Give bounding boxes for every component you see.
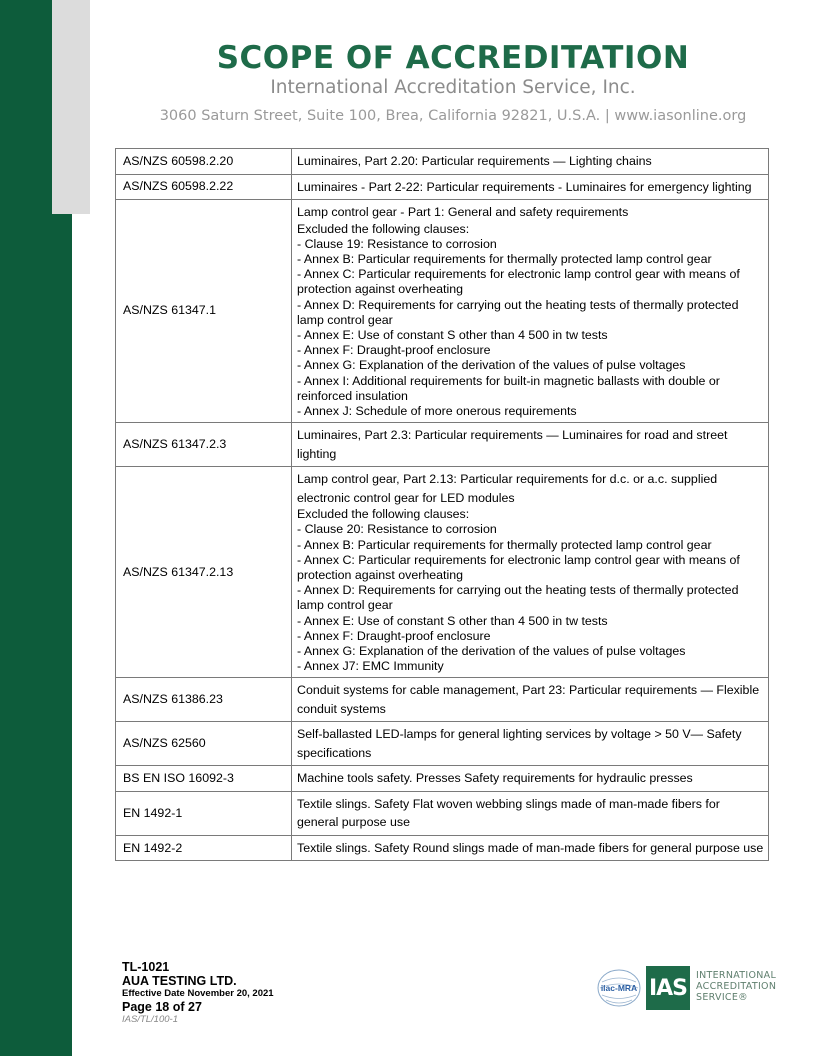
standard-code-cell: AS/NZS 61347.1 [116, 200, 292, 423]
standard-title: Luminaires - Part 2-22: Particular requirements - Luminaires for emergency lighting [297, 179, 752, 194]
exclusion-line: - Annex J7: EMC Immunity [297, 659, 444, 674]
table-row [116, 149, 769, 175]
ilac-mra-logo [596, 968, 642, 1008]
standard-description-cell [292, 678, 769, 722]
scope-table [115, 148, 769, 861]
table-row [116, 678, 769, 722]
standard-title: Textile slings. Safety Flat woven webbing slings made of man-made fibers for general purpose use [297, 796, 720, 830]
exclusion-line: - Annex B: Particular requirements for thermally protected lamp control gear [297, 537, 712, 552]
standard-code-cell: AS/NZS 61347.2.3 [116, 423, 292, 467]
exclusion-line: - Annex E: Use of constant S other than 4 500 in tw tests [297, 327, 608, 342]
standard-title: Lamp control gear, Part 2.13: Particular requirements for d.c. or a.c. supplied electronic control gear for LED modules [297, 472, 718, 505]
table-row [116, 467, 769, 678]
footer-certificate-code: TL-1021 [122, 960, 170, 974]
footer-company-name: AUA TESTING LTD. [122, 974, 237, 988]
exclusion-line: - Annex C: Particular requirements for electronic lamp control gear with means of protection against overheating [297, 552, 740, 582]
standard-code-cell: AS/NZS 60598.2.22 [116, 174, 292, 200]
table-row [116, 200, 769, 423]
standard-code-cell: EN 1492-2 [116, 835, 292, 861]
standard-description-cell [292, 835, 769, 861]
standard-code-cell: AS/NZS 61386.23 [116, 678, 292, 722]
standard-description-cell [292, 174, 769, 200]
standard-title: Machine tools safety. Presses Safety requirements for hydraulic presses [297, 771, 693, 786]
standard-description-cell [292, 149, 769, 175]
standard-title: Lamp control gear - Part 1: General and safety requirements [297, 205, 629, 219]
table-row [116, 722, 769, 766]
table-row [116, 835, 769, 861]
standard-description-cell [292, 766, 769, 792]
exclusion-line: - Annex J: Schedule of more onerous requirements [297, 403, 577, 418]
accreditation-logos [594, 964, 777, 1014]
exclusion-line: - Annex C: Particular requirements for electronic lamp control gear with means of protection against overheating [297, 267, 740, 297]
exclusion-line: - Annex D: Requirements for carrying out the heating tests of thermally protected lamp control gear [297, 583, 739, 613]
footer-page-number: Page 18 of 27 [122, 1000, 202, 1014]
ilac-mra-text: ilac-MRA [600, 983, 638, 993]
table-row [116, 174, 769, 200]
organization-name: International Accreditation Service, Inc. [270, 77, 636, 98]
footer-effective-date: Effective Date November 20, 2021 [122, 988, 274, 999]
standard-description-cell [292, 722, 769, 766]
exclusion-line: - Annex B: Particular requirements for thermally protected lamp control gear [297, 251, 712, 266]
ias-logo-mark: IAS [646, 966, 690, 1010]
exclusion-line: - Clause 19: Resistance to corrosion [297, 236, 497, 251]
standard-title: Luminaires, Part 2.3: Particular requirements — Luminaires for road and street lighting [297, 428, 728, 461]
standard-code-cell: AS/NZS 61347.2.13 [116, 467, 292, 678]
scope-table-body [116, 149, 769, 861]
sidebar-gray-tab [52, 0, 90, 214]
standard-description-cell [292, 791, 769, 835]
exclusion-line: Excluded the following clauses: [297, 507, 470, 522]
standard-description-cell [292, 200, 769, 423]
standard-code-cell: AS/NZS 60598.2.20 [116, 149, 292, 175]
standard-code-cell: EN 1492-1 [116, 791, 292, 835]
standard-description-cell [292, 423, 769, 467]
exclusion-line: - Annex F: Draught-proof enclosure [297, 628, 491, 643]
table-row [116, 766, 769, 792]
ias-wordmark-line: INTERNATIONAL [696, 970, 777, 981]
ias-wordmark-line: ACCREDITATION [696, 981, 777, 992]
exclusion-line: - Annex G: Explanation of the derivation of the values of pulse voltages [297, 643, 686, 658]
exclusion-line: Excluded the following clauses: [297, 221, 470, 236]
document-footer [122, 960, 274, 1026]
standard-title: Luminaires, Part 2.20: Particular requirements — Lighting chains [297, 154, 652, 168]
standard-title: Textile slings. Safety Round slings made of man-made fibers for general purpose use [297, 840, 764, 855]
exclusion-line: - Annex E: Use of constant S other than 4 500 in tw tests [297, 613, 608, 628]
standard-title: Self-ballasted LED-lamps for general lighting services by voltage > 50 V— Safety specifications [297, 727, 742, 760]
exclusion-line: - Annex F: Draught-proof enclosure [297, 343, 491, 358]
exclusion-line: - Annex I: Additional requirements for built-in magnetic ballasts with double or reinforced insulation [297, 373, 720, 403]
exclusion-line: - Annex D: Requirements for carrying out the heating tests of thermally protected lamp control gear [297, 297, 739, 327]
table-row [116, 791, 769, 835]
document-header [90, 38, 816, 127]
standard-title: Conduit systems for cable management, Part 23: Particular requirements — Flexible conduit systems [297, 683, 760, 716]
ias-logo-wordmark [696, 970, 776, 1003]
page-title: SCOPE OF ACCREDITATION [216, 40, 690, 76]
standard-code-cell: AS/NZS 62560 [116, 722, 292, 766]
table-row [116, 423, 769, 467]
ias-wordmark-line: SERVICE® [696, 992, 748, 1003]
exclusion-line: - Clause 20: Resistance to corrosion [297, 522, 497, 537]
standard-description-cell [292, 467, 769, 678]
footer-form-code: IAS/TL/100-1 [122, 1014, 178, 1025]
exclusion-line: - Annex G: Explanation of the derivation of the values of pulse voltages [297, 358, 686, 373]
standard-code-cell: BS EN ISO 16092-3 [116, 766, 292, 792]
organization-address: 3060 Saturn Street, Suite 100, Brea, California 92821, U.S.A. | www.iasonline.org [159, 108, 747, 124]
